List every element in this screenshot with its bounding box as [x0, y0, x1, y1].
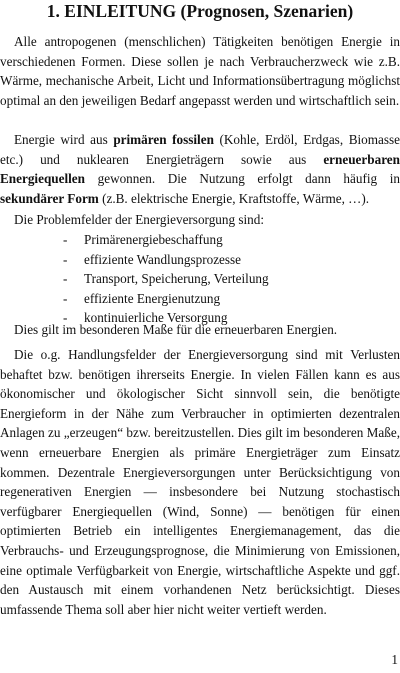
term-primary-fossil: primären fossilen — [113, 132, 214, 147]
list-item-text: effiziente Energienutzung — [84, 290, 221, 306]
paragraph-energy-sources-text-1: Energie wird aus — [14, 132, 114, 147]
list-dash: - — [63, 290, 68, 306]
list-item-text: effiziente Wandlungsprozesse — [84, 251, 242, 267]
list-item-text: kontinuierliche Versorgung — [84, 310, 228, 326]
paragraph-energy-sources-text-4: (z.B. elektrische Energie, Kraftstoffe, Wärme, …). — [98, 190, 370, 206]
paragraph-energy-sources — [0, 130, 400, 208]
list-dash: - — [63, 251, 68, 267]
list-dash: - — [63, 271, 68, 287]
term-renewable-sources: erneuerbaren Energiequellen — [0, 151, 400, 187]
paragraph-energy-sources-text-2: (Kohle, Erdöl, Erdgas, Biomasse etc.) und nuklearen Energieträgern sowie aus — [0, 132, 400, 167]
paragraph-decentral-supply: Die o.g. Handlungsfelder der Energieversorgung sind mit Verlusten behaftet bzw. benötigen ihrerseits Energie. In vielen Fällen kann es aus ökonomischer und ökologischer Sicht sinnvoll sein, die benötigte Energieform in der Nähe zum Verbraucher in optimierten dezentralen Anlagen zu „erzeugen“ bzw. bereitzustellen. Dies gilt im besonderen Maße, wenn erneuerbare Energien als primäre Energieträger zum Einsatz kommen. Dezentrale Energieversorgungen unter Berücksichtigung von regenerativen Energien — insbesondere bei Nutzung stochastisch verfügbarer Energiequellen (Wind, Sonne) — benötigen für einen optimierten Betrieb ein intelligentes Energiemanagement, das die Verbrauchs- und Erzeugungsprognose, die Minimierung von Emissionen, eine optimale Verfügbarkeit von Energie, wirtschaftliche Aspekte und ggf. den Austausch mit einem vorhandenen Netz berücksichtigt. Dieses umfassende Thema soll aber hier nicht weiter vertieft werden. — [0, 347, 400, 617]
list-item — [0, 250, 400, 270]
paragraph-intro: Alle antropogenen (menschlichen) Tätigkeiten benötigen Energie in verschiedenen Formen. Diese sollen je nach Verbraucherzweck wie z.B. Wärme, mechanische Arbeit, Licht und Informationsübertragung möglichst optimal an den jeweiligen Bedarf angepasst werden und wirtschaftlich sein. — [0, 34, 400, 108]
list-dash: - — [63, 232, 68, 247]
list-item — [0, 230, 400, 250]
list-item-text: Primärenergiebeschaffung — [84, 232, 223, 247]
paragraph-energy-sources-text-3: gewonnen. Die Nutzung erfolgt dann häufig in — [85, 171, 400, 187]
term-secondary-form: sekundärer Form — [0, 190, 99, 206]
list-item-text: Transport, Speicherung, Verteilung — [84, 271, 269, 287]
page-number: 1 — [391, 652, 398, 667]
list-dash: - — [63, 310, 68, 326]
paragraph-problem-fields: Die Problemfelder der Energieversorgung sind: — [14, 212, 265, 227]
list-item — [0, 289, 400, 309]
section-heading: 1. EINLEITUNG (Prognosen, Szenarien) — [46, 1, 354, 21]
list-item — [0, 269, 400, 289]
paragraph-renewables-note: Dies gilt im besonderen Maße für die erneuerbaren Energien. — [14, 322, 338, 337]
problem-fields-list — [0, 230, 400, 328]
